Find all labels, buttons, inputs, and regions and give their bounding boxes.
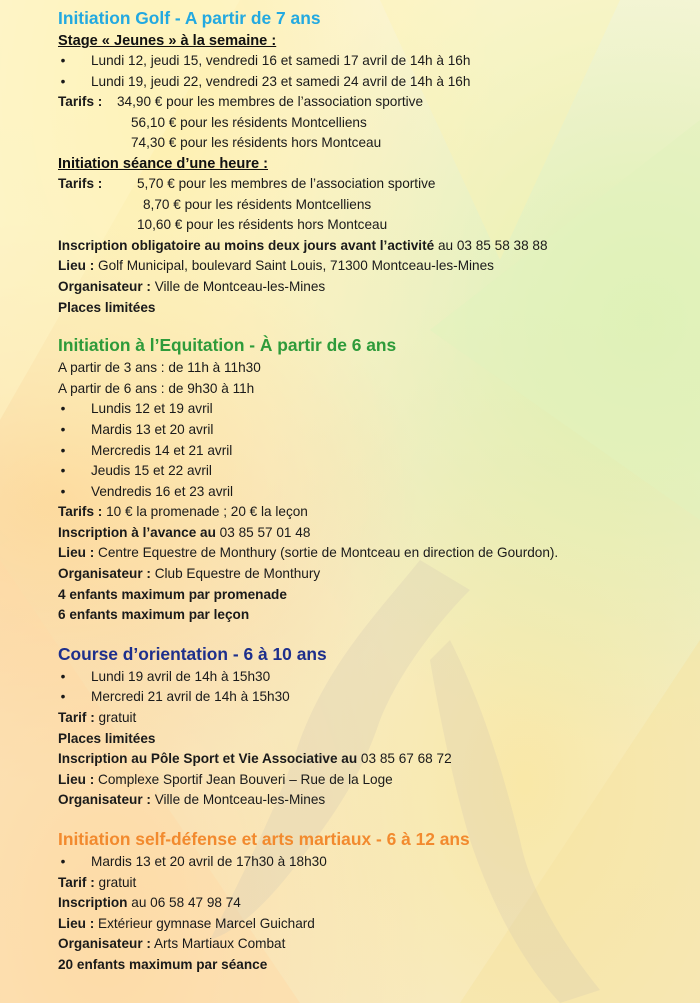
- self-defense-tarif: Tarif : gratuit: [58, 874, 137, 890]
- bullet-icon: •: [60, 53, 66, 68]
- equitation-note: 6 enfants maximum par leçon: [58, 607, 250, 623]
- course-tarif: Tarif : gratuit: [58, 710, 137, 726]
- equitation-section: [58, 333, 700, 626]
- list-item: • Mardis 13 et 20 avril: [58, 420, 700, 441]
- golf-stage-tarifs: [58, 92, 700, 154]
- tarif-label: Tarifs :: [58, 94, 103, 110]
- course-dates: [58, 667, 700, 708]
- self-defense-title: Initiation self-défense et arts martiaux - 6 à 12 ans: [58, 829, 470, 849]
- equitation-title: Initiation à l’Equitation - À partir de 6 ans: [58, 335, 397, 356]
- bullet-icon: •: [60, 73, 66, 89]
- golf-organisateur: Organisateur : Ville de Montceau-les-Mines: [58, 278, 326, 294]
- equitation-inscription: Inscription à l’avance au 03 85 57 01 48: [58, 524, 311, 540]
- golf-section: [58, 6, 700, 318]
- equitation-dates: [58, 399, 700, 502]
- bullet-icon: •: [60, 442, 66, 458]
- course-inscription: Inscription au Pôle Sport et Vie Associative au 03 85 67 68 72: [58, 751, 452, 767]
- self-defense-lieu: Lieu : Extérieur gymnase Marcel Guichard: [58, 915, 315, 931]
- course-lieu: Lieu : Complexe Sportif Jean Bouveri – Rue de la Loge: [58, 771, 393, 787]
- tarif-value: 56,10 € pour les résidents Montcelliens: [131, 114, 367, 130]
- tarif-value: 10,60 € pour les résidents hors Montceau: [137, 217, 388, 233]
- bullet-icon: •: [60, 668, 66, 684]
- golf-stage-dates: [58, 51, 700, 92]
- course-organisateur: Organisateur : Ville de Montceau-les-Mines: [58, 792, 326, 808]
- equitation-horaire: A partir de 6 ans : de 9h30 à 11h: [58, 380, 255, 396]
- bullet-icon: •: [60, 483, 66, 499]
- bullet-icon: •: [60, 854, 66, 869]
- list-item: • Lundi 19, jeudi 22, vendredi 23 et samedi 24 avril de 14h à 16h: [58, 72, 700, 93]
- equitation-lieu: Lieu : Centre Equestre de Monthury (sortie de Montceau en direction de Gourdon).: [58, 545, 559, 561]
- equitation-horaire: A partir de 3 ans : de 11h à 11h30: [58, 360, 261, 376]
- tarif-label: Tarifs :: [58, 175, 103, 191]
- list-item: • Lundi 12, jeudi 15, vendredi 16 et samedi 17 avril de 14h à 16h: [58, 51, 700, 72]
- tarif-value: 5,70 € pour les membres de l’association sportive: [137, 175, 436, 191]
- list-item: • Mercredi 21 avril de 14h à 15h30: [58, 687, 700, 708]
- bullet-icon: •: [60, 421, 66, 437]
- list-item: • Lundis 12 et 19 avril: [58, 399, 700, 420]
- golf-title: Initiation Golf - A partir de 7 ans: [58, 8, 321, 28]
- self-defense-organisateur: Organisateur : Arts Martiaux Combat: [58, 936, 286, 952]
- equitation-note: 4 enfants maximum par promenade: [58, 586, 287, 602]
- course-section: [58, 642, 700, 811]
- self-defense-inscription: Inscription au 06 58 47 98 74: [58, 895, 241, 911]
- golf-inscription: Inscription obligatoire au moins deux jours avant l’activité au 03 85 58 38 88: [58, 237, 548, 253]
- tarif-value: 8,70 € pour les résidents Montcelliens: [143, 196, 372, 212]
- golf-stage-heading: Stage « Jeunes » à la semaine :: [58, 33, 277, 49]
- list-item: • Mardis 13 et 20 avril de 17h30 à 18h30: [58, 852, 700, 873]
- golf-note: Places limitées: [58, 299, 156, 315]
- list-item: • Mercredis 14 et 21 avril: [58, 441, 700, 462]
- equitation-organisateur: Organisateur : Club Equestre de Monthury: [58, 566, 321, 582]
- golf-lieu: Lieu : Golf Municipal, boulevard Saint Louis, 71300 Montceau-les-Mines: [58, 258, 494, 274]
- tarif-value: 34,90 € pour les membres de l’association sportive: [117, 94, 424, 110]
- list-item: • Jeudis 15 et 22 avril: [58, 461, 700, 482]
- equitation-tarif: Tarifs : 10 € la promenade ; 20 € la leçon: [58, 504, 308, 520]
- bullet-icon: •: [60, 689, 66, 705]
- list-item: • Vendredis 16 et 23 avril: [58, 482, 700, 503]
- self-defense-note: 20 enfants maximum par séance: [58, 956, 268, 972]
- list-item: • Lundi 19 avril de 14h à 15h30: [58, 667, 700, 688]
- golf-seance-heading: Initiation séance d’une heure :: [58, 155, 269, 172]
- golf-seance-tarifs: [58, 174, 700, 236]
- bullet-icon: •: [60, 463, 66, 479]
- self-defense-dates: [58, 852, 700, 873]
- tarif-value: 74,30 € pour les résidents hors Montceau: [131, 135, 382, 151]
- bullet-icon: •: [60, 401, 66, 417]
- course-note: Places limitées: [58, 730, 156, 746]
- self-defense-section: [58, 827, 700, 976]
- course-title: Course d’orientation - 6 à 10 ans: [58, 643, 327, 664]
